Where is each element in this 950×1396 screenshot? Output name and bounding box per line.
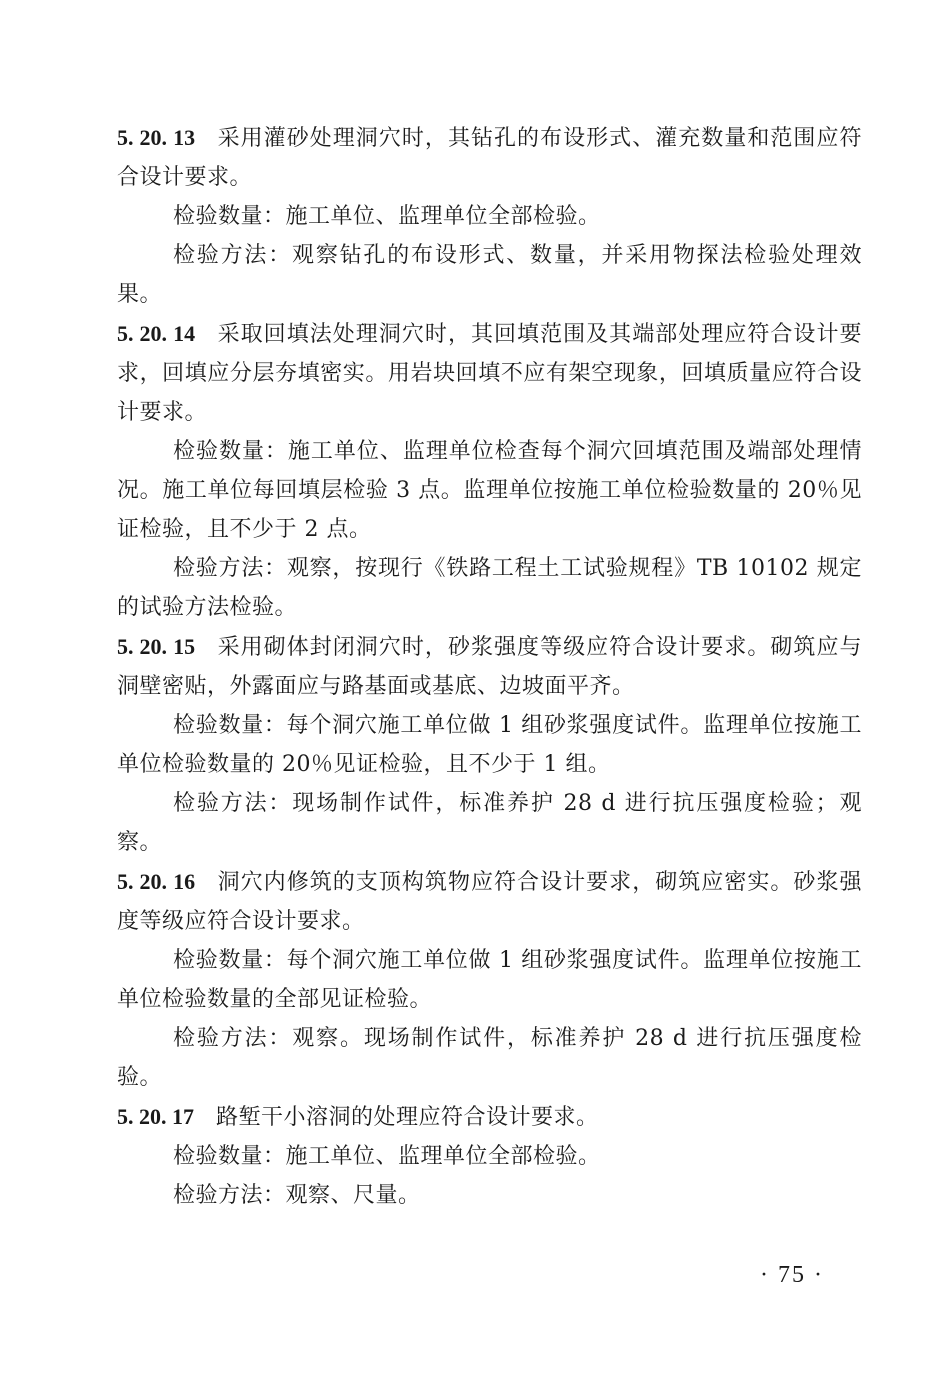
clause-number: 5. 20. 15: [117, 634, 196, 659]
inspection-method: 检验方法：观察、尺量。: [173, 1183, 421, 1208]
clause-text: 采用灌砂处理洞穴时，其钻孔的布设形式、灌充数量和范围应符合设计要求。: [117, 126, 862, 190]
clause-statement: [117, 627, 862, 706]
clause-number: 5. 20. 17: [117, 1104, 194, 1129]
clause-text: 洞穴内修筑的支顶构筑物应符合设计要求，砌筑应密实。砂浆强度等级应符合设计要求。: [117, 870, 862, 934]
clause-text: 采用砌体封闭洞穴时，砂浆强度等级应符合设计要求。砌筑应与洞壁密贴，外露面应与路基面或基底、边坡面平齐。: [117, 635, 862, 699]
clause-statement: [117, 862, 862, 941]
inspection-method: 检验方法：观察，按现行《铁路工程土工试验规程》TB 10102 规定的试验方法检验。: [117, 556, 862, 620]
clause-5-20-17: [117, 1097, 862, 1215]
inspection-method: 检验方法：现场制作试件，标准养护 28 d 进行抗压强度检验；观察。: [117, 791, 862, 855]
clause-statement: [117, 1097, 862, 1137]
inspection-method: 检验方法：观察钻孔的布设形式、数量，并采用物探法检验处理效果。: [117, 243, 862, 307]
clause-text: 采取回填法处理洞穴时，其回填范围及其端部处理应符合设计要求，回填应分层夯填密实。用岩块回填不应有架空现象，回填质量应符合设计要求。: [117, 322, 862, 425]
clause-statement: [117, 314, 862, 432]
inspection-quantity: 检验数量：施工单位、监理单位全部检验。: [173, 1144, 601, 1169]
inspection-quantity: 检验数量：每个洞穴施工单位做 1 组砂浆强度试件。监理单位按施工单位检验数量的 20％见证检验，且不少于 1 组。: [117, 713, 862, 777]
clause-5-20-13: [117, 118, 862, 314]
clause-statement: [117, 118, 862, 197]
clause-number: 5. 20. 13: [117, 125, 196, 150]
inspection-method: 检验方法：观察。现场制作试件，标准养护 28 d 进行抗压强度检验。: [117, 1026, 862, 1090]
document-body: [117, 118, 862, 1215]
page-number: · 75 ·: [760, 1262, 824, 1288]
clause-number: 5. 20. 14: [117, 321, 196, 346]
clause-5-20-16: [117, 862, 862, 1097]
inspection-quantity: 检验数量：施工单位、监理单位检查每个洞穴回填范围及端部处理情况。施工单位每回填层检验 3 点。监理单位按施工单位检验数量的 20％见证检验，且不少于 2 点。: [117, 439, 862, 542]
clause-5-20-15: [117, 627, 862, 862]
clause-text: 路堑干小溶洞的处理应符合设计要求。: [216, 1105, 599, 1130]
clause-number: 5. 20. 16: [117, 869, 196, 894]
inspection-quantity: 检验数量：施工单位、监理单位全部检验。: [173, 204, 601, 229]
clause-5-20-14: [117, 314, 862, 627]
inspection-quantity: 检验数量：每个洞穴施工单位做 1 组砂浆强度试件。监理单位按施工单位检验数量的全部见证检验。: [117, 948, 862, 1012]
